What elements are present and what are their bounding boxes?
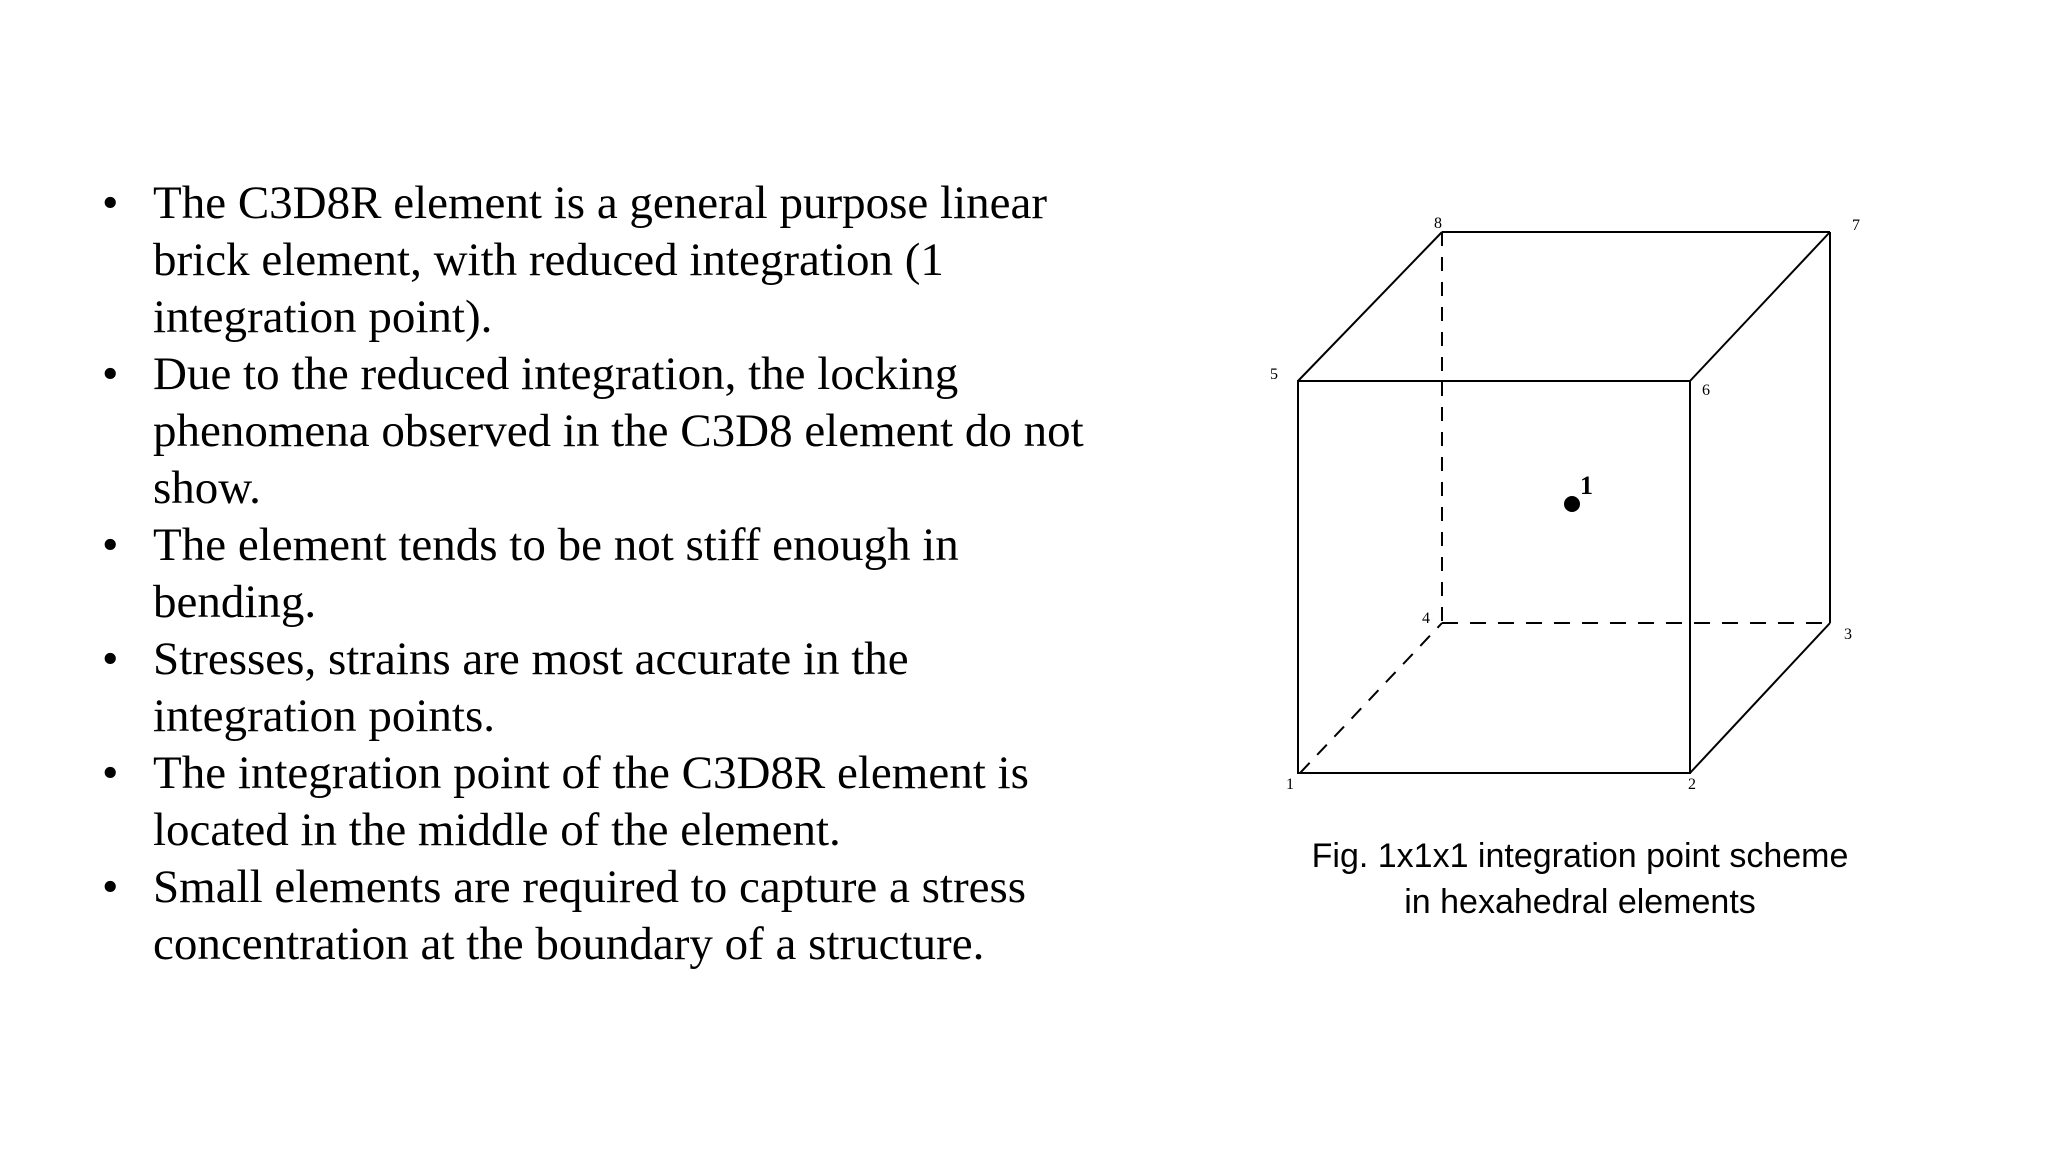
hexahedron-figure <box>1240 195 1900 815</box>
bullet-item <box>100 745 1120 859</box>
bullet-dot: • <box>102 348 119 400</box>
edge-2-3 <box>1690 623 1830 773</box>
bullet-text: The element tends to be not stiff enough in bending. <box>153 519 959 628</box>
bullet-text: Small elements are required to capture a stress concentration at the boundary of a structure. <box>153 861 1027 970</box>
bullet-item <box>100 859 1120 973</box>
edge-1-4-hidden <box>1300 623 1442 773</box>
bullet-dot: • <box>102 861 119 913</box>
bullet-text: Due to the reduced integration, the locking phenomena observed in the C3D8 element do not show. <box>153 348 1084 514</box>
node-label-8: 8 <box>1434 215 1442 232</box>
bullet-text: The C3D8R element is a general purpose linear brick element, with reduced integration (1 integration point). <box>153 177 1048 343</box>
integration-point-label: 1 <box>1580 471 1593 500</box>
bullet-dot: • <box>102 519 119 571</box>
edge-6-7 <box>1690 232 1830 381</box>
caption-line-2: in hexahedral elements <box>1404 883 1756 921</box>
hexahedron-diagram <box>1240 195 1900 815</box>
node-label-5: 5 <box>1270 366 1278 383</box>
bullet-dot: • <box>102 177 119 229</box>
node-label-6: 6 <box>1702 382 1710 399</box>
bullet-text: The integration point of the C3D8R element is located in the middle of the element. <box>153 747 1029 856</box>
node-label-3: 3 <box>1844 626 1852 643</box>
bullet-item <box>100 517 1120 631</box>
edge-5-8 <box>1298 232 1442 381</box>
bullet-item <box>100 346 1120 517</box>
bullet-dot: • <box>102 747 119 799</box>
bullet-item <box>100 175 1120 346</box>
node-label-4: 4 <box>1422 610 1430 627</box>
figure-caption <box>1230 833 1930 925</box>
bullet-item <box>100 631 1120 745</box>
node-label-2: 2 <box>1688 776 1696 793</box>
bullet-dot: • <box>102 633 119 685</box>
caption-line-1: Fig. 1x1x1 integration point scheme <box>1311 837 1849 875</box>
bullet-text: Stresses, strains are most accurate in the integration points. <box>153 633 909 742</box>
integration-point-marker <box>1564 496 1580 512</box>
node-label-1: 1 <box>1286 776 1294 793</box>
node-label-7: 7 <box>1852 217 1860 234</box>
bullet-list <box>100 175 1120 973</box>
